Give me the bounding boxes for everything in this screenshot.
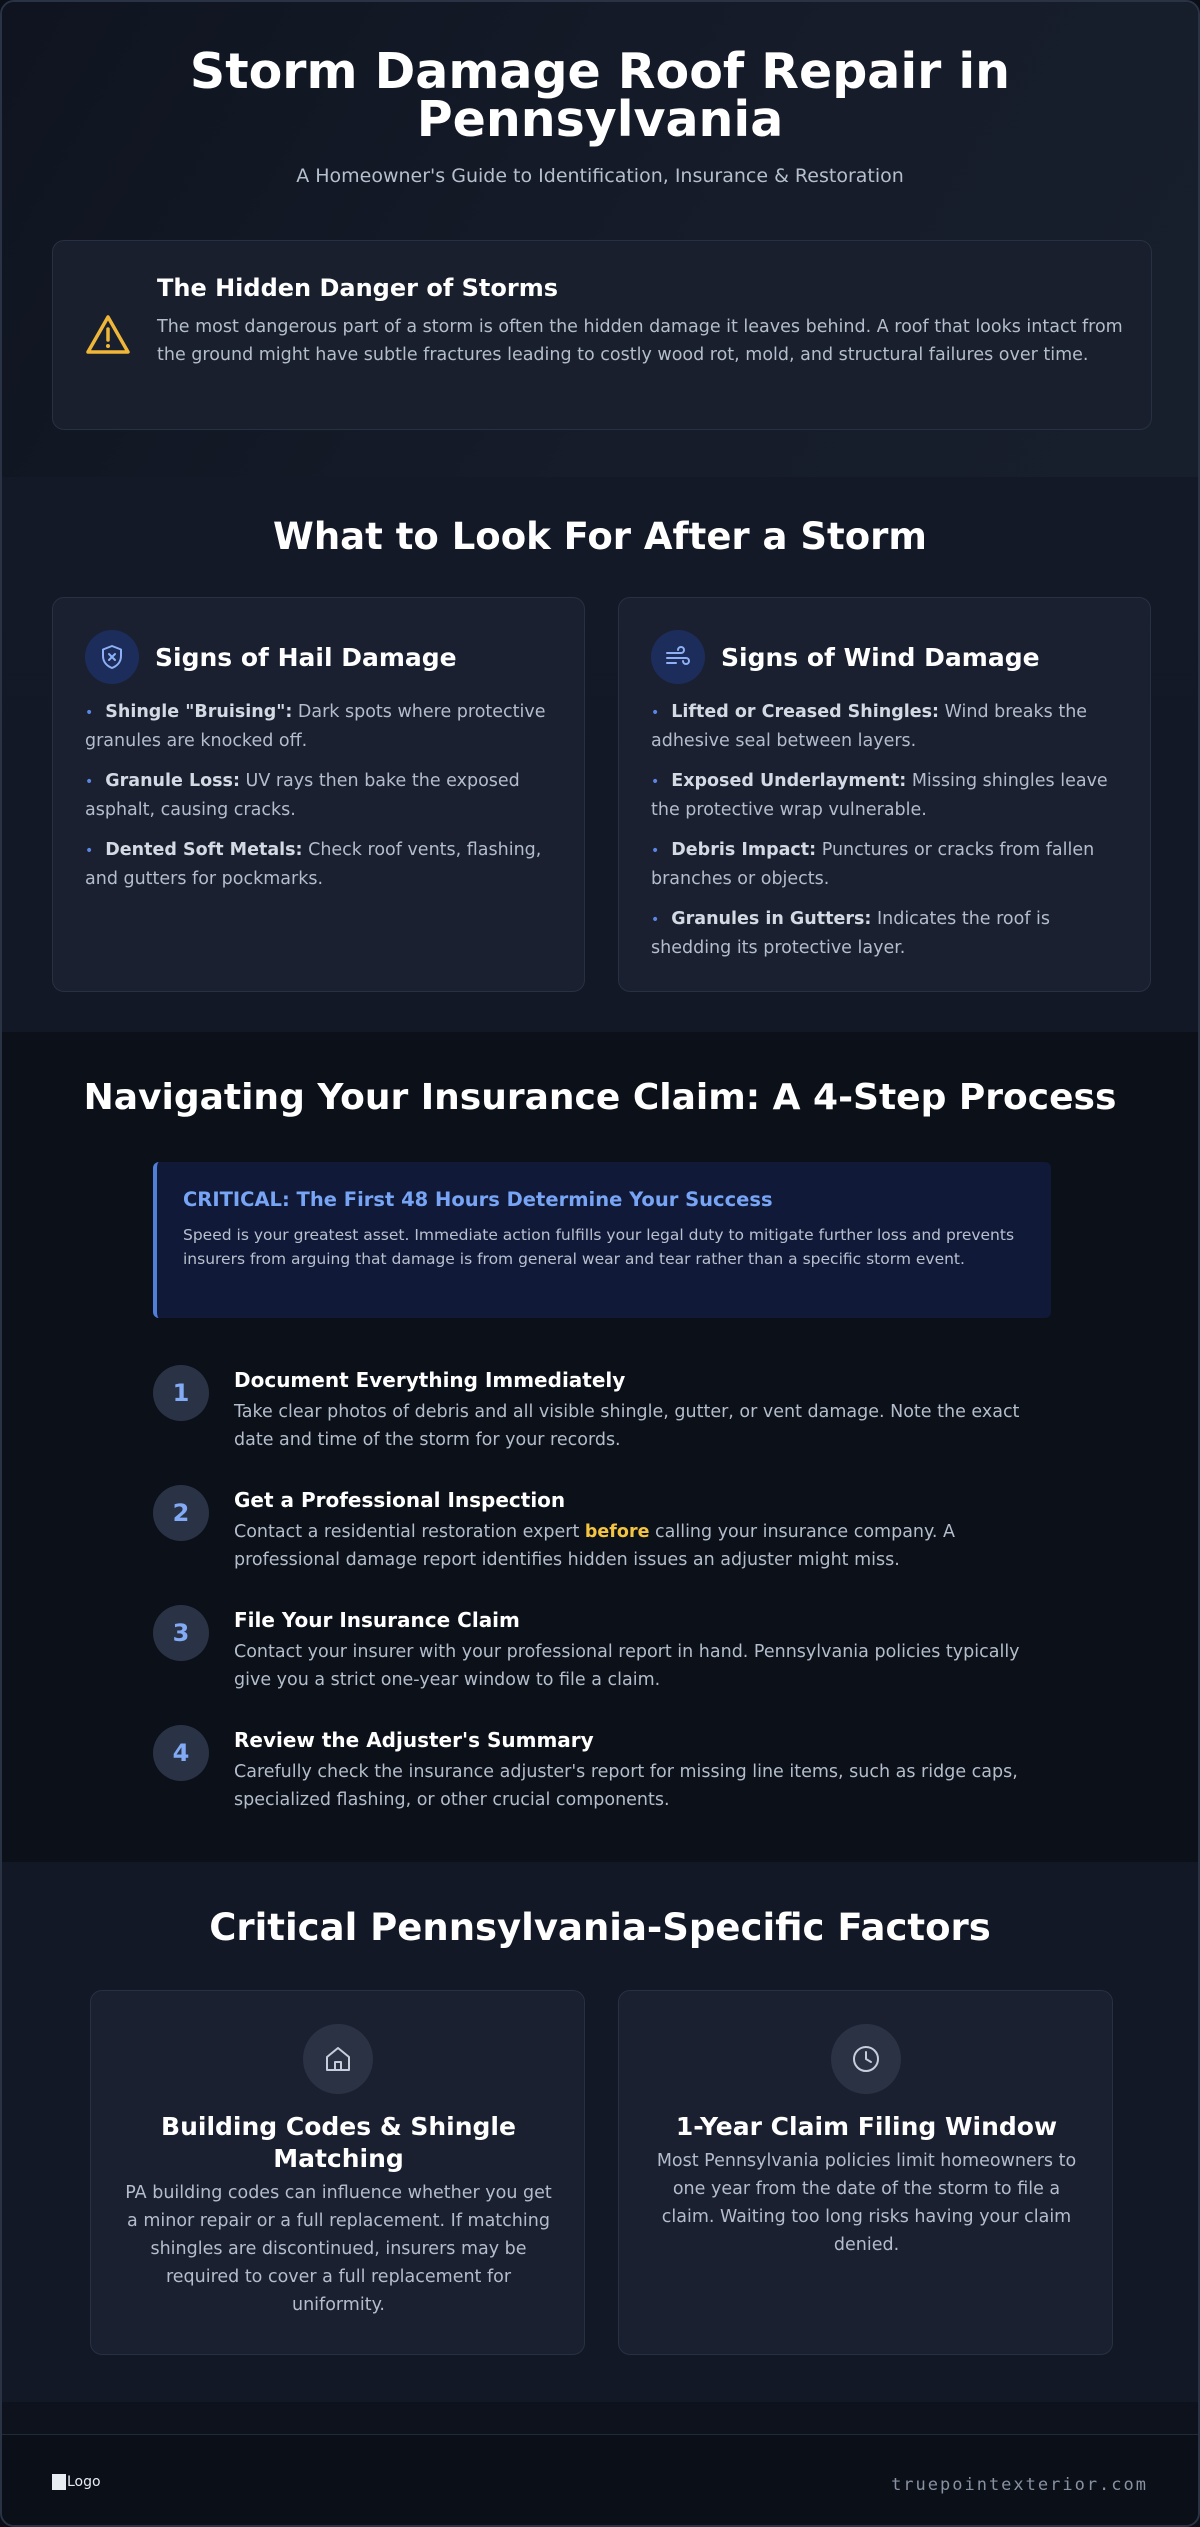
highlight-before: before [584, 1522, 650, 1542]
step-title: File Your Insurance Claim [234, 1608, 520, 1632]
step-title: Get a Professional Inspection [234, 1488, 566, 1512]
list-item: • Granules in Gutters: Indicates the roof is shedding its protective layer. [651, 909, 1051, 958]
page-title: Storm Damage Roof Repair in Pennsylvania [189, 43, 1011, 148]
broken-image-icon [52, 2474, 66, 2490]
step-number: 4 [153, 1725, 209, 1781]
critical-text: Speed is your greatest asset. Immediate action fulfills your legal duty to mitigate further loss and prevents insurers from arguing that damage is from general wear and tear rather than a specific storm event. [183, 1226, 1015, 1268]
wind-damage-title: Signs of Wind Damage [721, 643, 1040, 672]
insurance-section [2, 1032, 1198, 1862]
building-codes-card [90, 1990, 585, 2355]
look-for-section [2, 477, 1198, 1032]
list-item: • Shingle "Bruising": Dark spots where protective granules are knocked off. [85, 702, 546, 751]
page-subtitle: A Homeowner's Guide to Identification, Insurance & Restoration [296, 165, 904, 187]
step-text: Take clear photos of debris and all visible shingle, gutter, or vent damage. Note the exact date and time of the storm for your records. [234, 1402, 1020, 1450]
wind-icon [651, 630, 705, 684]
shield-x-icon [85, 630, 139, 684]
step-number: 3 [153, 1605, 209, 1661]
pa-factors-title: Critical Pennsylvania-Specific Factors [209, 1906, 991, 1949]
step-title: Review the Adjuster's Summary [234, 1728, 594, 1752]
hail-damage-card [52, 597, 585, 992]
step-item [153, 1725, 1053, 1825]
step-text: Contact your insurer with your professional report in hand. Pennsylvania policies typically give you a strict one-year window to file a claim. [234, 1642, 1020, 1690]
hail-damage-list [85, 698, 555, 905]
logo-alt-text: Logo [67, 2474, 101, 2490]
list-item: • Exposed Underlayment: Missing shingles leave the protective wrap vulnerable. [651, 771, 1108, 820]
hail-damage-title: Signs of Hail Damage [155, 643, 457, 672]
critical-title: CRITICAL: The First 48 Hours Determine Your Success [183, 1188, 773, 1211]
look-for-title: What to Look For After a Storm [273, 515, 927, 558]
step-text: Carefully check the insurance adjuster's report for missing line items, such as ridge caps, specialized flashing, or other crucial components. [234, 1762, 1018, 1810]
list-item: • Debris Impact: Punctures or cracks from fallen branches or objects. [651, 840, 1095, 889]
hidden-danger-title: The Hidden Danger of Storms [157, 274, 558, 302]
step-title: Document Everything Immediately [234, 1368, 626, 1392]
claim-window-title: 1-Year Claim Filing Window [675, 2112, 1058, 2141]
website-domain[interactable]: truepointexterior.com [891, 2475, 1148, 2495]
hidden-danger-text: The most dangerous part of a storm is often the hidden damage it leaves behind. A roof that looks intact from the ground might have subtle fractures leading to costly wood rot, mold, and structural failures over time. [157, 317, 1123, 365]
footer [2, 2434, 1198, 2527]
claim-window-card [618, 1990, 1113, 2355]
list-item: • Granule Loss: UV rays then bake the exposed asphalt, causing cracks. [85, 771, 520, 820]
clock-icon [831, 2024, 901, 2094]
list-item: • Lifted or Creased Shingles: Wind breaks the adhesive seal between layers. [651, 702, 1088, 751]
logo[interactable] [52, 2474, 101, 2490]
insurance-title: Navigating Your Insurance Claim: A 4-Step Process [83, 1077, 1117, 1118]
wind-damage-list [651, 698, 1121, 974]
hidden-danger-card [52, 240, 1152, 430]
step-number: 1 [153, 1365, 209, 1421]
building-codes-title: Building Codes & Shingle Matching [161, 2112, 516, 2173]
step-item [153, 1365, 1053, 1465]
critical-callout [153, 1162, 1051, 1318]
wind-damage-card [618, 597, 1151, 992]
pa-factors-section [2, 1862, 1198, 2402]
building-codes-text: PA building codes can influence whether you get a minor repair or a full replacement. If matching shingles are discontinued, insurers may be required to cover a full replacement for uniformity. [125, 2183, 552, 2315]
step-item [153, 1605, 1053, 1705]
step-item [153, 1485, 1053, 1585]
hero-section [2, 2, 1198, 477]
warning-triangle-icon [85, 313, 131, 357]
step-text: Contact a residential restoration expert before calling your insurance company. A professional damage report identifies hidden issues an adjuster might miss. [234, 1522, 955, 1570]
claim-window-text: Most Pennsylvania policies limit homeowners to one year from the date of the storm to file a claim. Waiting too long risks having your claim denied. [656, 2151, 1077, 2255]
step-number: 2 [153, 1485, 209, 1541]
list-item: • Dented Soft Metals: Check roof vents, flashing, and gutters for pockmarks. [85, 840, 542, 889]
house-icon [303, 2024, 373, 2094]
